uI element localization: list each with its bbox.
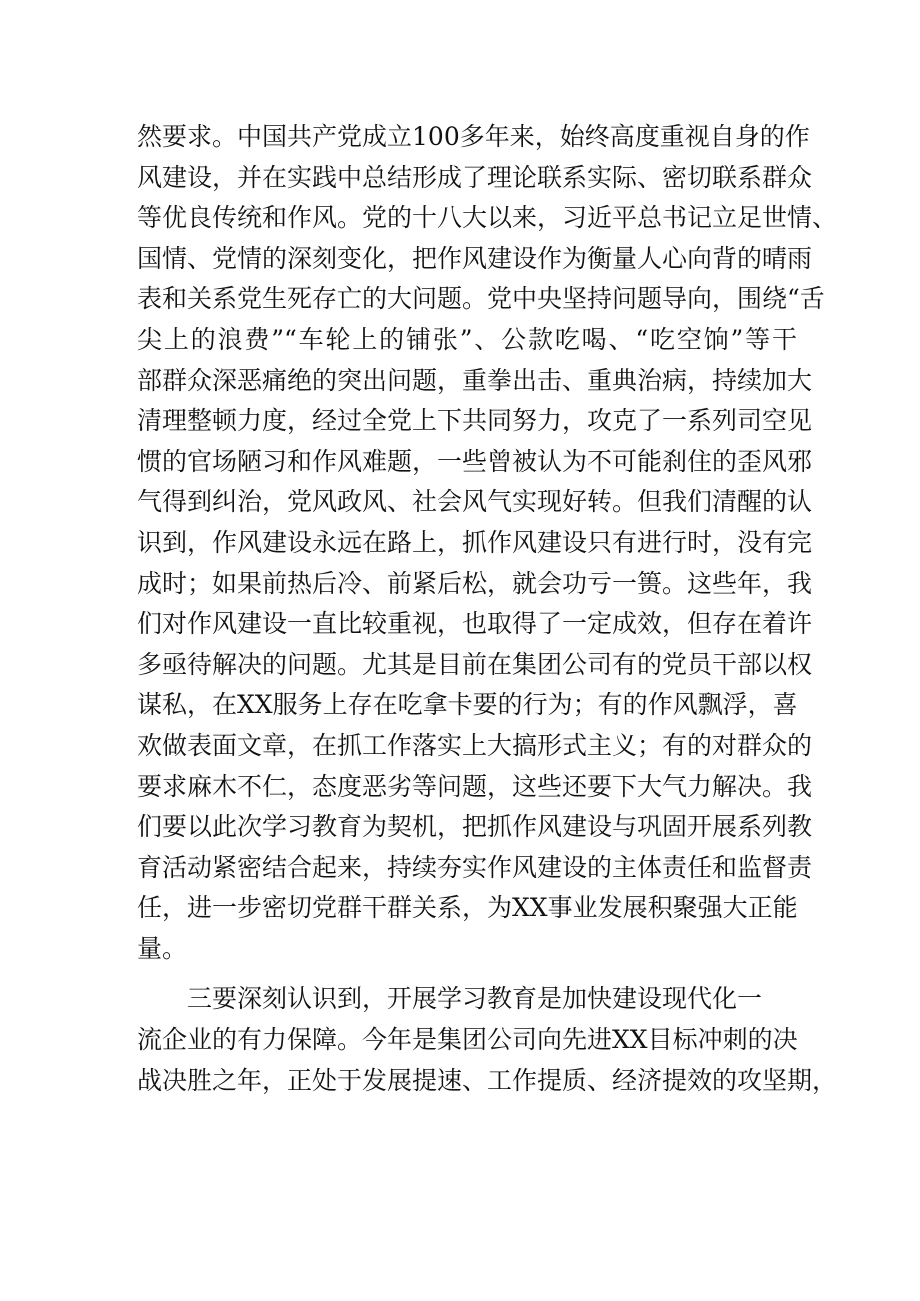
text-line: 谋私，在XX服务上存在吃拿卡要的行为；有的作风飘浮，喜 bbox=[137, 690, 798, 720]
text-line: 流企业的有力保障。今年是集团公司向先进XX目标冲刺的决 bbox=[137, 1025, 798, 1055]
text-line: 尖上的浪费”“车轮上的铺张”、公款吃喝、“吃空饷”等干 bbox=[137, 324, 797, 354]
text-line: 们对作风建设一直比较重视，也取得了一定成效，但存在着许 bbox=[137, 609, 813, 639]
paragraph-gap bbox=[137, 969, 797, 979]
text-line: 然要求。中国共产党成立100多年来，始终高度重视自身的作 bbox=[137, 122, 810, 151]
paragraph-2 bbox=[137, 979, 838, 1101]
text-line: 清理整顿力度，经过全党上下共同努力，攻克了一系列司空见 bbox=[137, 406, 813, 436]
text-line: 多亟待解决的问题。尤其是目前在集团公司有的党员干部以权 bbox=[137, 649, 813, 679]
text-line: 国情、党情的深刻变化，把作风建设作为衡量人心向背的晴雨 bbox=[137, 243, 813, 273]
text-line: 要求麻木不仁，态度恶劣等问题，这些还要下大气力解决。我 bbox=[137, 771, 813, 801]
text-line: 育活动紧密结合起来，持续夯实作风建设的主体责任和监督责 bbox=[137, 852, 813, 882]
text-line: 识到，作风建设永远在路上，抓作风建设只有进行时，没有完 bbox=[137, 527, 813, 557]
text-line: 任，进一步密切党群干群关系，为XX事业发展积聚强大正能 bbox=[137, 893, 798, 923]
paragraph-1 bbox=[137, 117, 838, 969]
text-line: 成时；如果前热后冷、前紧后松，就会功亏一篑。这些年，我 bbox=[137, 568, 813, 598]
text-line: 战决胜之年，正处于发展提速、工作提质、经济提效的攻坚期， bbox=[137, 1065, 838, 1095]
text-line: 等优良传统和作风。党的十八大以来，习近平总书记立足世情、 bbox=[137, 203, 838, 233]
text-line: 风建设，并在实践中总结形成了理论联系实际、密切联系群众 bbox=[137, 162, 813, 192]
text-line: 气得到纠治，党风政风、社会风气实现好转。但我们清醒的认 bbox=[137, 487, 813, 517]
text-line: 三要深刻认识到，开展学习教育是加快建设现代化一 bbox=[187, 984, 763, 1014]
text-line: 惯的官场陋习和作风难题，一些曾被认为不可能刹住的歪风邪 bbox=[137, 446, 813, 476]
text-line: 欢做表面文章，在抓工作落实上大搞形式主义；有的对群众的 bbox=[137, 730, 813, 760]
text-line: 部群众深恶痛绝的突出问题，重拳出击、重典治病，持续加大 bbox=[137, 365, 813, 395]
body-text bbox=[137, 117, 838, 1101]
text-line: 量。 bbox=[137, 933, 188, 963]
text-line: 表和关系党生死存亡的大问题。党中央坚持问题导向，围绕“舌 bbox=[137, 284, 825, 314]
text-line: 们要以此次学习教育为契机，把抓作风建设与巩固开展系列教 bbox=[137, 812, 813, 842]
